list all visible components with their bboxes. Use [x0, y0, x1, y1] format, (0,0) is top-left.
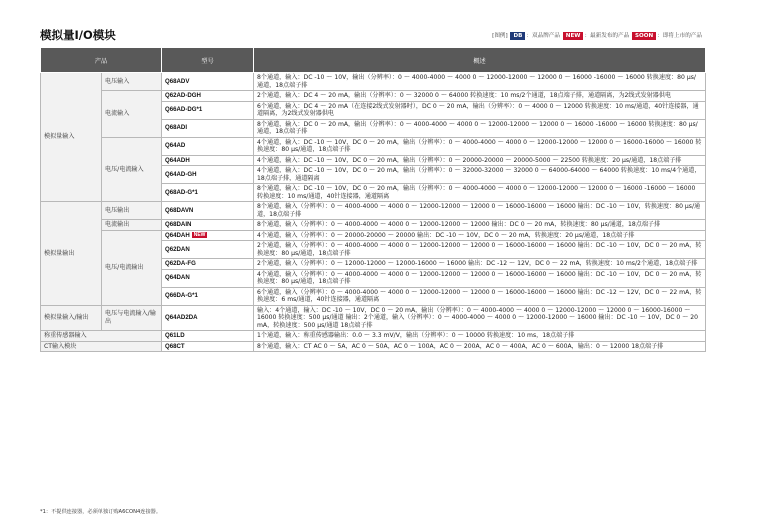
- table-row: [41, 220, 706, 231]
- category-ct: CT输入模块: [41, 341, 162, 352]
- model-summary: 8个通道，输入（分辨率）：0 ～ 4000-4000 ～ 4000 0 ～ 12000-12000 ～ 12000 0 ～ 16000-16000 ～ 16000 输出：DC -10 ～ 10V，转换速度：80 μs/通道，18点端子排: [254, 202, 706, 220]
- subcategory-vc-output: 电压/电流输出: [102, 230, 162, 305]
- legend-new-text: ：最新发布的产品: [584, 33, 630, 39]
- subcategory-voltage-output: 电压输出: [102, 202, 162, 220]
- table-row: [41, 230, 706, 241]
- table-header-row: [41, 48, 706, 73]
- header-model: 型号: [162, 48, 254, 73]
- table-row: [41, 91, 706, 102]
- model-name: Q68AD-G*1: [162, 184, 254, 202]
- model-summary: 8个通道，输入：DC -10 ～ 10V，输出（分辨率）：0 ～ 4000-4000 ～ 4000 0 ～ 12000-12000 ～ 12000 0 ～ 16000 -16000 ～ 16000 转换速度：80 μs/通道，18点端子排: [254, 73, 706, 91]
- model-summary: 4个通道，输入（分辨率）：0 ～ 20000-20000 ～ 20000 输出：DC -10 ～ 10V，DC 0 ～ 20 mA，转换速度：20 μs/通道，18点端子排: [254, 230, 706, 241]
- subcategory-current-input: 电流输入: [102, 91, 162, 138]
- model-summary: 8个通道，输入：DC 0 ～ 20 mA，输出（分辨率）：0 ～ 4000-4000 ～ 4000 0 ～ 12000-12000 ～ 12000 0 ～ 16000 -16000 ～ 16000 转换速度：80 μs/通道，18点端子排: [254, 119, 706, 137]
- model-summary: 4个通道，输入（分辨率）：0 ～ 4000-4000 ～ 4000 0 ～ 12000-12000 ～ 12000 0 ～ 16000-16000 ～ 16000 输出：DC -10 ～ 10V，DC 0 ～ 20 mA，转换速度：80 μs/通道，18点端子排: [254, 269, 706, 287]
- category-analog-io: 模拟量输入/输出: [41, 305, 102, 331]
- header-summary: 概述: [254, 48, 706, 73]
- model-name: Q62AD-DGH: [162, 91, 254, 102]
- model-summary: 2个通道，输入（分辨率）：0 ～ 4000-4000 ～ 4000 0 ～ 12000-12000 ～ 12000 0 ～ 16000-16000 ～ 16000 输出：DC -10 ～ 10V，DC 0 ～ 20 mA，转换速度：80 μs/通道，18点端子排: [254, 241, 706, 259]
- model-summary: 2个通道，输入：DC 4 ～ 20 mA，输出（分辨率）：0 ～ 32000 0 ～ 64000 转换速度：10 ms/2个通道，18点端子排，通道隔离，为2线式发射器供电: [254, 91, 706, 102]
- model-summary: 输入：4个通道，输入：DC -10 ～ 10V，DC 0 ～ 20 mA，输出（分辨率）：0 ～ 4000-4000 ～ 4000 0 ～ 12000-12000 ～ 12000 0 ～ 16000-16000 ～ 16000 转换速度：500 μs/通道 输出：2个通道，输入（分辨率）：0 ～ 4000-4000 ～ 4000 0 ～ 12000-12000 ～ 16000 输出：DC -10 ～ 10V，DC 0 ～ 20 mA，转换速度：500 μs/通道 18点端子排: [254, 305, 706, 331]
- model-name: Q68DAIN: [162, 220, 254, 231]
- model-name: Q62DA-FG: [162, 259, 254, 270]
- table-row: [41, 73, 706, 91]
- model-summary: 8个通道，输入：CT AC 0 ～ 5A，AC 0 ～ 50A，AC 0 ～ 100A，AC 0 ～ 200A，AC 0 ～ 400A，AC 0 ～ 600A，输出：0 ～ 12000 18点端子排: [254, 341, 706, 352]
- category-analog-input: 模拟量输入: [41, 73, 102, 202]
- table-row: [41, 137, 706, 155]
- model-name: Q61LD: [162, 331, 254, 342]
- model-summary: 6个通道，输入（分辨率）：0 ～ 4000-4000 ～ 4000 0 ～ 12000-12000 ～ 12000 0 ～ 16000-16000 ～ 16000 输出：DC -12 ～ 12V，DC 0 ～ 22 mA，转换速度：6 ms/通道，40针连接器，通道隔离: [254, 287, 706, 305]
- model-name: Q64AD-GH: [162, 166, 254, 184]
- model-name: Q68CT: [162, 341, 254, 352]
- legend-prefix: [图例]: [492, 33, 508, 39]
- new-product-badge: NEW: [193, 231, 206, 238]
- subcategory-vc-input: 电压/电流输入: [102, 137, 162, 202]
- table-row: [41, 202, 706, 220]
- model-name: Q68ADV: [162, 73, 254, 91]
- model-name: Q62DAN: [162, 241, 254, 259]
- spec-table: [40, 47, 706, 352]
- table-row: [41, 305, 706, 331]
- model-summary: 8个通道，输入：DC -10 ～ 10V，DC 0 ～ 20 mA，输出（分辨率）：0 ～ 4000-4000 ～ 4000 0 ～ 12000-12000 ～ 12000 0 ～ 16000 -16000 ～ 16000 转换速度：10 ms/通道，40针连接器，通道隔离: [254, 184, 706, 202]
- model-summary: 1个通道，输入：称重传感器输出：0.0 ～ 3.3 mV/V，输出（分辨率）：0 ～ 10000 转换速度：10 ms，18点端子排: [254, 331, 706, 342]
- model-name: Q68DAVN: [162, 202, 254, 220]
- legend-soon-text: ：即将上市的产品: [657, 33, 702, 39]
- model-name: Q68ADI: [162, 119, 254, 137]
- subcategory-current-output: 电流输出: [102, 220, 162, 231]
- model-name: Q64AD: [162, 137, 254, 155]
- model-summary: 2个通道，输入（分辨率）：0 ～ 12000-12000 ～ 12000-16000 ～ 16000 输出：DC -12 ～ 12V，DC 0 ～ 22 mA，转换速度：10 ms/2个通道，18点端子排: [254, 259, 706, 270]
- model-name: Q64ADH: [162, 155, 254, 166]
- model-name: Q64DAN: [162, 269, 254, 287]
- table-row: [41, 341, 706, 352]
- model-name: Q64AD2DA: [162, 305, 254, 331]
- model-summary: 4个通道，输入：DC -10 ～ 10V，DC 0 ～ 20 mA，输出（分辨率）：0 ～ 4000-4000 ～ 4000 0 ～ 12000-12000 ～ 12000 0 ～ 16000-16000 ～ 16000 转换速度：80 μs/通道，18点端子排: [254, 137, 706, 155]
- soon-badge: SOON: [632, 32, 656, 40]
- footnote: *1：不提供连接器，必须单独订购A6CON4连接器。: [40, 509, 162, 515]
- model-summary: 4个通道，输入：DC -10 ～ 10V，DC 0 ～ 20 mA，输出（分辨率）：0 ～ 32000-32000 ～ 32000 0 ～ 64000-64000 ～ 64000 转换速度：10 ms/4个通道，18点端子排，通道隔离: [254, 166, 706, 184]
- category-analog-output: 模拟量输出: [41, 202, 102, 306]
- header-product: 产品: [41, 48, 162, 73]
- db-badge: DB: [510, 32, 525, 40]
- subcategory-vc-io: 电压与电流输入/输出: [102, 305, 162, 331]
- legend: [492, 31, 702, 40]
- model-name-text: Q64DAH: [165, 231, 190, 239]
- page-title: 模拟量I/O模块: [40, 28, 116, 42]
- legend-db-text: ：双品牌产品: [526, 33, 560, 39]
- new-badge: NEW: [563, 32, 584, 40]
- table-row: [41, 331, 706, 342]
- model-name: [162, 230, 254, 241]
- subcategory-voltage-input: 电压输入: [102, 73, 162, 91]
- model-summary: 6个通道，输入：DC 4 ～ 20 mA（在连接2线式发射器时），DC 0 ～ 20 mA，输出（分辨率）：0 ～ 4000 0 ～ 12000 转换速度：10 ms/通道，40针连接器，通道隔离，为2线式发射器供电: [254, 101, 706, 119]
- model-name: Q66AD-DG*1: [162, 101, 254, 119]
- model-summary: 8个通道，输入（分辨率）：0 ～ 4000-4000 ～ 4000 0 ～ 12000-12000 ～ 12000 输出：DC 0 ～ 20 mA，转换速度：80 μs/通道，18点端子排: [254, 220, 706, 231]
- model-summary: 4个通道，输入：DC -10 ～ 10V，DC 0 ～ 20 mA，输出（分辨率）：0 ～ 20000-20000 ～ 20000-5000 ～ 22500 转换速度：20 μs/通道，18点端子排: [254, 155, 706, 166]
- category-loadcell: 称重传感器输入: [41, 331, 162, 342]
- model-name: Q66DA-G*1: [162, 287, 254, 305]
